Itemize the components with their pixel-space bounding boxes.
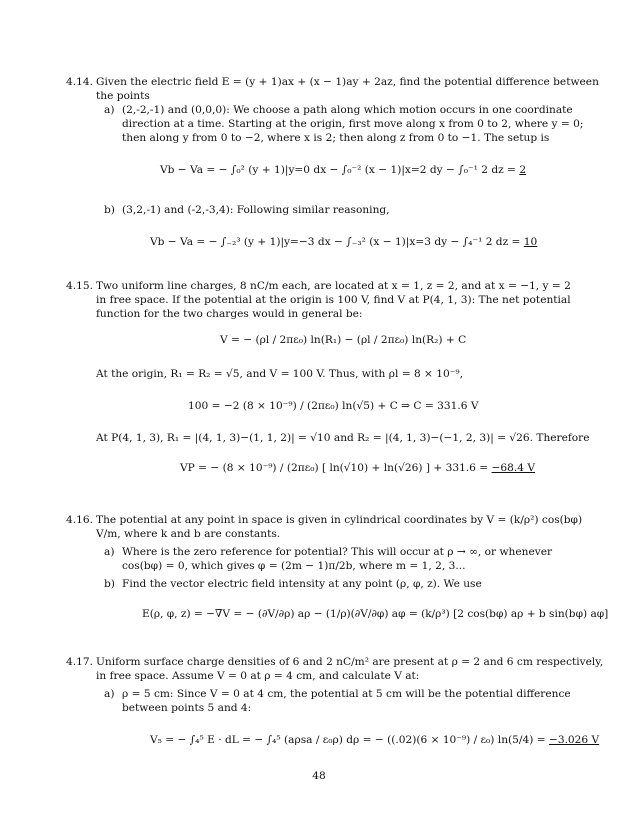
problem-4-16-line-2: V/m, where k and b are constants. <box>96 528 281 540</box>
part-a-label: a) <box>104 104 115 116</box>
problem-4-15-line-5: At P(4, 1, 3), R₁ = |(4, 1, 3)−(1, 1, 2)| = √10 and R₂ = |(4, 1, 3)−(−1, 2, 3)| = √26. Therefore <box>96 432 590 444</box>
part-a-text-1: Where is the zero reference for potential? This will occur at ρ → ∞, or whenever <box>122 546 553 558</box>
problem-4-15-line-2: in free space. If the potential at the origin is 100 V, find V at P(4, 1, 3): The net potential <box>96 294 571 306</box>
part-b-label: b) <box>104 578 115 590</box>
part-b-label: b) <box>104 204 115 216</box>
equation-4-15-constant: 100 = −2 (8 × 10⁻⁹) / (2πε₀) ln(√5) + C ⇒ C = 331.6 V <box>188 400 479 412</box>
problem-4-15-line-1: Two uniform line charges, 8 nC/m each, are located at x = 1, z = 2, and at x = −1, y = 2 <box>96 280 571 292</box>
part-a-label: a) <box>104 546 115 558</box>
part-b-text-1: (3,2,-1) and (-2,-3,4): Following similar reasoning, <box>122 204 390 216</box>
problem-4-14-statement-cont: the points <box>96 90 150 102</box>
result-4-15: −68.4 V <box>491 462 536 474</box>
part-a-text-1: ρ = 5 cm: Since V = 0 at 4 cm, the potential at 5 cm will be the potential difference <box>122 688 571 700</box>
problem-4-17-number: 4.17. <box>66 656 93 668</box>
result-4-14-b: 10 <box>523 236 538 248</box>
problem-4-15-line-3: function for the two charges would in general be: <box>96 308 363 320</box>
problem-4-16-number: 4.16. <box>66 514 93 526</box>
part-a-label: a) <box>104 688 115 700</box>
equation-4-15-general: V = − (ρl / 2πε₀) ln(R₁) − (ρl / 2πε₀) ln(R₂) + C <box>220 334 467 346</box>
equation-4-14-b: Vb − Va = − ∫₋₂³ (y + 1)|y=−3 dx − ∫₋₃² (x − 1)|x=3 dy − ∫₄⁻¹ 2 dz = 10 <box>150 236 538 248</box>
problem-4-17-line-1: Uniform surface charge densities of 6 and 2 nC/m² are present at ρ = 2 and 6 cm respectively, <box>96 656 604 668</box>
page-number: 48 <box>312 770 326 782</box>
problem-4-14-statement: Given the electric field E = (y + 1)ax + (x − 1)ay + 2az, find the potential difference between <box>96 76 599 88</box>
result-4-14-a: 2 <box>519 164 527 176</box>
problem-4-17-line-2: in free space. Assume V = 0 at ρ = 4 cm, and calculate V at: <box>96 670 420 682</box>
part-a-text-2: between points 5 and 4: <box>122 702 252 714</box>
part-a-text-2: direction at a time. Starting at the origin, first move along x from 0 to 2, where y = 0; <box>122 118 584 130</box>
equation-4-14-a: Vb − Va = − ∫₀² (y + 1)|y=0 dx − ∫₀⁻² (x − 1)|x=2 dy − ∫₀⁻¹ 2 dz = 2 <box>160 164 527 176</box>
part-a-text-2: cos(bφ) = 0, which gives φ = (2m − 1)π/2b, where m = 1, 2, 3... <box>122 560 466 572</box>
part-b-text-1: Find the vector electric field intensity at any point (ρ, φ, z). We use <box>122 578 482 590</box>
result-4-17-a: −3.026 V <box>548 734 600 746</box>
problem-4-15-line-4: At the origin, R₁ = R₂ = √5, and V = 100 V. Thus, with ρl = 8 × 10⁻⁹, <box>96 368 463 380</box>
equation-4-16-b: E(ρ, φ, z) = −∇V = − (∂V/∂ρ) aρ − (1/ρ)(∂V/∂φ) aφ = (k/ρ³) [2 cos(bφ) aρ + b sin(bφ) aφ] <box>142 608 609 620</box>
part-a-text-1: (2,-2,-1) and (0,0,0): We choose a path along which motion occurs in one coordinate <box>122 104 573 116</box>
part-a-text-3: then along y from 0 to −2, where x is 2; then along z from 0 to −1. The setup is <box>122 132 550 144</box>
problem-4-14-number: 4.14. <box>66 76 93 88</box>
problem-4-15-number: 4.15. <box>66 280 93 292</box>
equation-4-17-a: V₅ = − ∫₄⁵ E · dL = − ∫₄⁵ (aρsa / ε₀ρ) dρ = − ((.02)(6 × 10⁻⁹) / ε₀) ln(5/4) = −3.026 V <box>150 734 600 746</box>
equation-4-15-result: VP = − (8 × 10⁻⁹) / (2πε₀) [ ln(√10) + ln(√26) ] + 331.6 = −68.4 V <box>180 462 536 474</box>
problem-4-16-line-1: The potential at any point in space is given in cylindrical coordinates by V = (k/ρ²) cos(bφ) <box>96 514 583 526</box>
